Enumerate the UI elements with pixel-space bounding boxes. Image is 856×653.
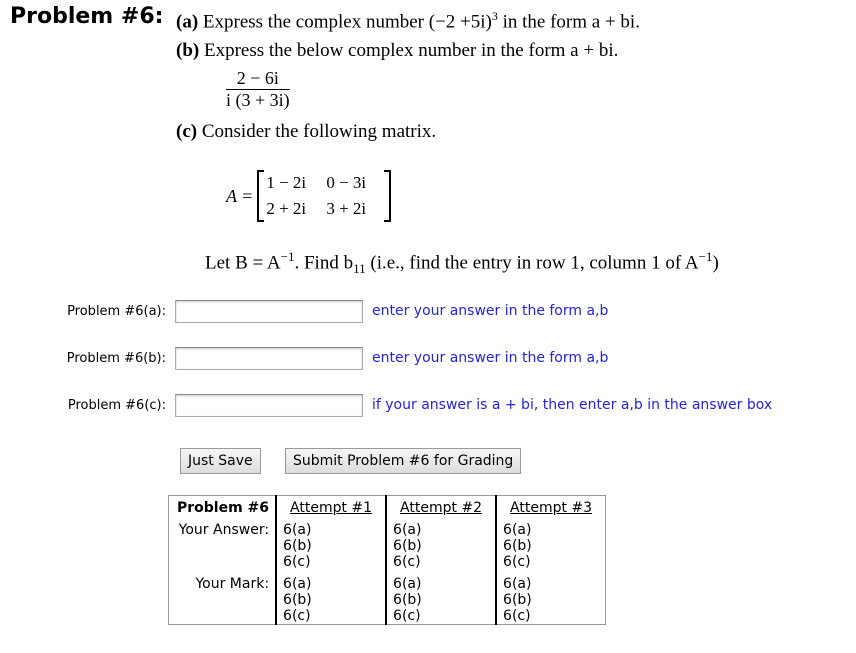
problem-title: Problem #6:	[10, 4, 164, 29]
attempts-header: Problem #6	[177, 500, 270, 516]
your-answer-label: Your Answer:	[178, 522, 270, 538]
submit-button[interactable]: Submit Problem #6 for Grading	[285, 448, 521, 474]
part-a-text: (a) Express the complex number $(-2 +5i)^3$ in the form a + bi.	[176, 9, 640, 33]
part-c-text: (c) Consider the following matrix.	[176, 121, 437, 142]
answer-row: Your Answer: 6(a) 6(b) 6(c) 6(a) 6(b) 6(c) 6(a) 6(b) 6(c)	[169, 516, 606, 570]
answer-a-hint: enter your answer in the form a,b	[372, 303, 609, 319]
attempt-2-link[interactable]: Attempt #2	[400, 500, 483, 516]
attempt-3-link[interactable]: Attempt #3	[510, 500, 593, 516]
answer-a-label: Problem #6(a):	[67, 304, 166, 319]
part-c-question: Let $B = A^{-1}$. Find $b_{11}$ (i.e., find the entry in row 1, column 1 of $A^{-1}$)	[205, 249, 719, 277]
answer-b-hint: enter your answer in the form a,b	[372, 350, 609, 366]
fraction: $\frac{2 - 6i}{i (3 + 3i)}$	[226, 68, 290, 110]
answer-a-input[interactable]	[175, 300, 363, 323]
answer-c-input[interactable]	[175, 394, 363, 417]
part-b-text: (b) Express the below complex number in the form a + bi.	[176, 40, 619, 61]
mark-row: Your Mark: 6(a) 6(b) 6(c) 6(a) 6(b) 6(c) 6(a) 6(b) 6(c)	[169, 570, 606, 625]
matrix-a: A = 1 − 2i 0 − 3i 2 + 2i 3 + 2i	[226, 170, 391, 222]
attempts-table	[168, 495, 606, 625]
answer-c-hint: if your answer is a + bi, then enter a,b in the answer box	[372, 397, 773, 413]
answer-c-label: Problem #6(c):	[67, 398, 166, 413]
answer-b-label: Problem #6(b):	[66, 351, 166, 366]
your-mark-label: Your Mark:	[195, 576, 270, 592]
attempt-1-link[interactable]: Attempt #1	[290, 500, 373, 516]
answer-b-input[interactable]	[175, 347, 363, 370]
just-save-button[interactable]: Just Save	[180, 448, 261, 474]
